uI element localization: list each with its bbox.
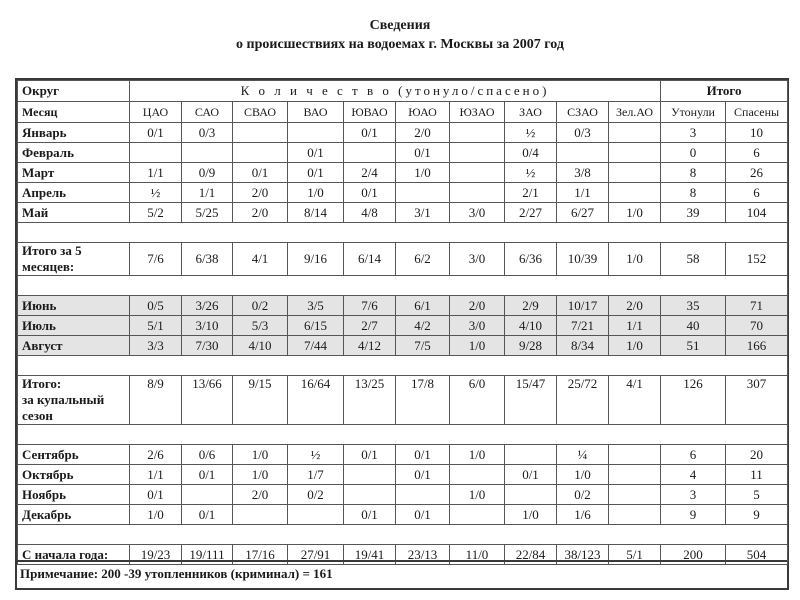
value-cell: 1/1 [557,183,609,203]
rescued-cell: 9 [726,505,788,525]
value-cell: 3/0 [450,316,505,336]
value-cell: 3/8 [557,163,609,183]
rescued-cell: 70 [726,316,788,336]
value-cell: 0/1 [344,183,396,203]
drowned-cell: 9 [661,505,726,525]
value-cell: ½ [505,123,557,143]
value-cell: 19/111 [182,545,233,565]
table-row [18,505,788,525]
value-cell: 10/17 [557,296,609,316]
gap-cell [18,425,788,445]
value-cell: 0/1 [344,123,396,143]
value-cell: 1/0 [288,183,344,203]
value-cell: 0/3 [557,123,609,143]
value-cell: 22/84 [505,545,557,565]
section-gap [18,525,788,545]
report-title: Сведения [369,18,431,33]
rescued-cell: 6 [726,183,788,203]
value-cell: 0/1 [396,143,450,163]
table-row [18,336,788,356]
drowned-cell: 3 [661,123,726,143]
rescued-cell: 10 [726,123,788,143]
section-gap [18,425,788,445]
value-cell: 0/1 [182,505,233,525]
table-row [18,123,788,143]
value-cell: 0/4 [505,143,557,163]
value-cell: 0/3 [182,123,233,143]
value-cell: 1/0 [396,163,450,183]
section-gap [18,356,788,376]
value-cell [396,183,450,203]
value-cell: 5/3 [233,316,288,336]
value-cell: 0/1 [396,445,450,465]
district-header: ЮЗАО [450,102,505,123]
value-cell [130,143,182,163]
value-cell [344,485,396,505]
value-cell: 16/64 [288,376,344,425]
value-cell: 1/0 [557,465,609,485]
value-cell: 7/6 [344,296,396,316]
value-cell [344,465,396,485]
value-cell: 5/1 [609,545,661,565]
value-cell: 0/2 [233,296,288,316]
district-header: ВАО [288,102,344,123]
value-cell [609,143,661,163]
table-row [18,163,788,183]
drowned-cell: 40 [661,316,726,336]
value-cell: 0/1 [130,123,182,143]
value-cell: 2/0 [233,203,288,223]
drowned-cell: 8 [661,183,726,203]
value-cell: 3/1 [396,203,450,223]
header-row-districts [18,102,788,123]
table-row [18,316,788,336]
row-label-text: Июль [22,317,56,333]
table-row [18,296,788,316]
table-row [18,243,788,276]
value-cell: 2/7 [344,316,396,336]
value-cell [450,505,505,525]
value-cell: 4/1 [233,243,288,276]
table-row [18,143,788,163]
okrug-header: Округ [18,81,130,102]
district-header: ЮВАО [344,102,396,123]
rescued-cell: 6 [726,143,788,163]
value-cell: 1/0 [609,336,661,356]
value-cell: 1/0 [450,485,505,505]
header-row-top [18,81,788,102]
drowned-cell: 0 [661,143,726,163]
value-cell: 23/13 [396,545,450,565]
incidents-table [17,80,788,565]
district-header: СЗАО [557,102,609,123]
row-label [18,163,130,183]
row-label-text: Ноябрь [22,486,67,502]
row-label [18,465,130,485]
drowned-cell: 126 [661,376,726,425]
gap-cell [18,276,788,296]
table-row [18,183,788,203]
value-cell: 1/0 [609,203,661,223]
district-header: Зел.АО [609,102,661,123]
row-label [18,445,130,465]
value-cell [609,465,661,485]
value-cell: 0/2 [557,485,609,505]
value-cell [182,485,233,505]
value-cell: 3/0 [450,203,505,223]
value-cell: 11/0 [450,545,505,565]
value-cell: 1/7 [288,465,344,485]
value-cell: 3/0 [450,243,505,276]
rescued-cell: 5 [726,485,788,505]
value-cell: 38/123 [557,545,609,565]
value-cell: ¼ [557,445,609,465]
value-cell: 13/66 [182,376,233,425]
drowned-cell: 51 [661,336,726,356]
value-cell: 15/47 [505,376,557,425]
value-cell [233,123,288,143]
rescued-cell: 307 [726,376,788,425]
rescued-cell: 166 [726,336,788,356]
value-cell [557,143,609,163]
value-cell: 4/1 [609,376,661,425]
rescued-header: Спасены [726,102,788,123]
value-cell: 0/6 [182,445,233,465]
value-cell: 0/1 [396,505,450,525]
value-cell [505,485,557,505]
district-header: ЗАО [505,102,557,123]
value-cell: 9/28 [505,336,557,356]
value-cell: 0/1 [233,163,288,183]
value-cell [288,123,344,143]
value-cell: 13/25 [344,376,396,425]
value-cell: 2/0 [609,296,661,316]
value-cell: 3/26 [182,296,233,316]
value-cell: 2/0 [233,485,288,505]
value-cell: 2/0 [233,183,288,203]
drowned-cell: 8 [661,163,726,183]
row-label [18,505,130,525]
value-cell: 19/41 [344,545,396,565]
district-header: САО [182,102,233,123]
row-label [18,203,130,223]
value-cell: 3/3 [130,336,182,356]
value-cell [609,505,661,525]
value-cell: 19/23 [130,545,182,565]
value-cell: 10/39 [557,243,609,276]
value-cell [450,465,505,485]
value-cell: 1/1 [130,163,182,183]
row-label-text: месяцев: [22,259,75,274]
value-cell: ½ [288,445,344,465]
value-cell [344,143,396,163]
table-row [18,465,788,485]
value-cell: 8/14 [288,203,344,223]
value-cell: 0/1 [288,143,344,163]
row-label-text: Февраль [22,144,74,160]
table-row [18,376,788,425]
value-cell: 6/38 [182,243,233,276]
row-label [18,123,130,143]
value-cell: 0/1 [288,163,344,183]
value-cell: 7/21 [557,316,609,336]
value-cell: 8/9 [130,376,182,425]
month-header: Месяц [18,102,130,123]
value-cell: 7/5 [396,336,450,356]
value-cell [505,445,557,465]
value-cell: 2/9 [505,296,557,316]
value-cell [450,163,505,183]
value-cell: 1/1 [182,183,233,203]
row-label [18,296,130,316]
value-cell: 7/6 [130,243,182,276]
value-cell: 1/6 [557,505,609,525]
value-cell: 0/1 [505,465,557,485]
rescued-cell: 11 [726,465,788,485]
rescued-cell: 20 [726,445,788,465]
value-cell: 5/2 [130,203,182,223]
value-cell [182,143,233,163]
row-label-text: Апрель [22,184,67,200]
row-label [18,183,130,203]
value-cell: 9/15 [233,376,288,425]
value-cell: 4/2 [396,316,450,336]
value-cell: 8/34 [557,336,609,356]
value-cell: 6/15 [288,316,344,336]
value-cell [609,445,661,465]
drowned-cell: 4 [661,465,726,485]
value-cell: 2/4 [344,163,396,183]
gap-cell [18,525,788,545]
row-label [18,336,130,356]
rescued-cell: 71 [726,296,788,316]
value-cell: 6/0 [450,376,505,425]
row-label [18,143,130,163]
drowned-cell: 3 [661,485,726,505]
row-label-text: Декабрь [22,506,72,522]
district-header: ЮАО [396,102,450,123]
table-row [18,485,788,505]
drowned-cell: 35 [661,296,726,316]
rescued-cell: 504 [726,545,788,565]
row-label-text: Июнь [22,297,57,313]
value-cell: ½ [130,183,182,203]
value-cell: 6/36 [505,243,557,276]
value-cell [450,123,505,143]
value-cell [288,505,344,525]
table-row [18,203,788,223]
footnote: Примечание: 200 -39 утопленников (криминал) = 161 [20,566,333,581]
rescued-cell: 104 [726,203,788,223]
row-label [18,485,130,505]
report-subtitle: о происшествиях на водоемах г. Москвы за 2007 год [236,37,564,52]
value-cell: 7/44 [288,336,344,356]
rescued-cell: 26 [726,163,788,183]
value-cell: 0/9 [182,163,233,183]
value-cell: 2/27 [505,203,557,223]
value-cell: 4/12 [344,336,396,356]
row-label-text: сезон [22,408,53,423]
value-cell: 0/5 [130,296,182,316]
row-label-text: Сентябрь [22,446,79,462]
value-cell: 2/0 [450,296,505,316]
value-cell: 4/8 [344,203,396,223]
value-cell: 0/1 [396,465,450,485]
district-header: ЦАО [130,102,182,123]
value-cell: 5/25 [182,203,233,223]
value-cell: 4/10 [233,336,288,356]
value-cell [233,505,288,525]
row-label-text: Итого: [22,376,62,391]
value-cell: 0/1 [344,505,396,525]
drowned-cell: 58 [661,243,726,276]
value-cell: 27/91 [288,545,344,565]
drowned-header: Утонули [661,102,726,123]
row-label-text: за купальный [22,392,105,407]
value-cell [450,143,505,163]
value-cell: 1/0 [130,505,182,525]
row-label [18,243,130,276]
value-cell: 2/6 [130,445,182,465]
value-cell: 1/1 [130,465,182,485]
section-gap [18,276,788,296]
value-cell: 2/1 [505,183,557,203]
value-cell [450,183,505,203]
value-cell: 5/1 [130,316,182,336]
quantity-header: К о л и ч е с т в о (утонуло/спасено) [130,81,661,102]
row-label-text: С начала года: [22,546,109,562]
row-label-text: Март [22,164,55,180]
gap-cell [18,223,788,243]
value-cell: 6/1 [396,296,450,316]
drowned-cell: 39 [661,203,726,223]
value-cell: 3/10 [182,316,233,336]
row-label [18,376,130,425]
value-cell [609,123,661,143]
value-cell: 1/1 [609,316,661,336]
value-cell: 3/5 [288,296,344,316]
value-cell [609,183,661,203]
value-cell: 1/0 [450,445,505,465]
value-cell: 0/1 [344,445,396,465]
row-label-text: Январь [22,124,67,140]
value-cell: 2/0 [396,123,450,143]
district-header: СВАО [233,102,288,123]
value-cell: 1/0 [505,505,557,525]
drowned-cell: 200 [661,545,726,565]
value-cell: 0/2 [288,485,344,505]
gap-cell [18,356,788,376]
section-gap [18,223,788,243]
value-cell: 9/16 [288,243,344,276]
value-cell: 6/2 [396,243,450,276]
note-divider [17,560,787,562]
value-cell: 17/16 [233,545,288,565]
value-cell [609,163,661,183]
value-cell [233,143,288,163]
rescued-cell: 152 [726,243,788,276]
value-cell: 1/0 [233,465,288,485]
value-cell: 4/10 [505,316,557,336]
row-label [18,316,130,336]
value-cell: 25/72 [557,376,609,425]
value-cell: 1/0 [233,445,288,465]
drowned-cell: 6 [661,445,726,465]
itogo-header: Итого [661,81,788,102]
row-label-text: Итого за 5 [22,243,82,258]
value-cell [396,485,450,505]
value-cell: 6/27 [557,203,609,223]
value-cell: 0/1 [130,485,182,505]
value-cell: 6/14 [344,243,396,276]
table-row [18,445,788,465]
row-label-text: Май [22,204,49,220]
row-label-text: Август [22,337,63,353]
value-cell: ½ [505,163,557,183]
value-cell [609,485,661,505]
value-cell: 1/0 [450,336,505,356]
value-cell: 7/30 [182,336,233,356]
value-cell: 1/0 [609,243,661,276]
value-cell: 0/1 [182,465,233,485]
row-label-text: Октябрь [22,466,74,482]
value-cell: 17/8 [396,376,450,425]
